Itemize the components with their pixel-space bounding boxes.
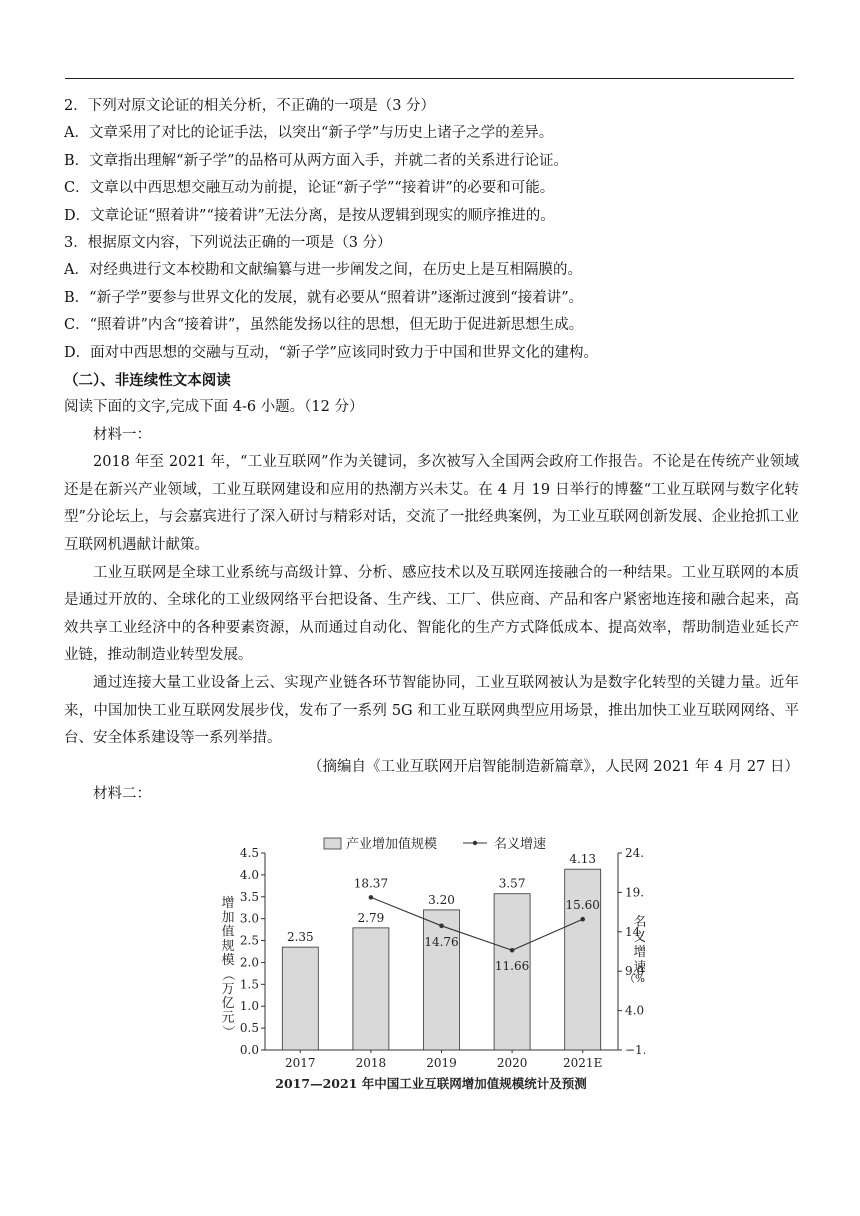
growth-point	[439, 924, 444, 929]
left-tick-label: 4.5	[239, 846, 259, 860]
growth-point	[369, 895, 374, 900]
bar-value-label: 3.20	[428, 892, 455, 907]
material-2-label: 材料二：	[93, 785, 151, 802]
left-tick-label: 2.5	[239, 933, 259, 948]
question-3: 3．根据原文内容，下列说法正确的一项是（3 分）	[64, 235, 392, 252]
x-tick-label: 2018	[355, 1056, 387, 1070]
growth-value-label: 14.76	[424, 934, 459, 949]
bar-value-label: 4.13	[569, 852, 597, 867]
bar-value-label: 2.35	[286, 930, 314, 945]
bar	[565, 869, 601, 1050]
material-1-paragraph-2: 工业互联网是全球工业系统与高级计算、分析、感应技术以及互联网连接融合的一种结果。工业互联网的本质是通过开放的、全球化的工业级网络平台把设备、生产线、工厂、供应商、产品和客户紧密地连接和融合起来，高效共享工业经济中的各种要素资源，从而通过自动化、智能化的生产方式降低成本、提高效率，帮助制造业延长产业链，推动制造业转型发展。	[64, 564, 799, 664]
x-tick-label: 2020	[496, 1056, 528, 1070]
legend-line-marker	[473, 841, 477, 845]
legend-bar-label: 产业增加值规模	[346, 837, 438, 852]
left-axis-label-char: 规	[221, 938, 235, 954]
bar-value-label: 2.79	[357, 910, 385, 925]
growth-point	[510, 948, 515, 953]
question-3-option-a: A．对经典进行文本校勘和文献编纂与进一步阐发之间，在历史上是互相隔膜的。	[64, 262, 582, 279]
question-2-option-a: A．文章采用了对比的论证手法，以突出“新子学”与历史上诸子之学的差异。	[64, 125, 554, 142]
material-1-paragraph-3: 通过连接大量工业设备上云、实现产业链各环节智能协同，工业互联网被认为是数字化转型的关键力量。近年来，中国加快工业互联网发展步伐，发布了一系列 5G 和工业互联网典型应用场景，推出加快工业互联网网络、平台、安全体系建设等一系列举措。	[64, 675, 799, 747]
left-tick-label: 1.5	[239, 977, 259, 992]
right-axis-label-char: 义	[633, 930, 645, 945]
growth-value-label: 15.60	[565, 898, 600, 913]
top-rule	[65, 78, 794, 79]
section-heading: （二）、非连续性文本阅读	[64, 372, 231, 390]
left-axis-label-char: 值	[221, 924, 235, 940]
right-axis-label-char: 名	[633, 915, 645, 930]
left-axis-label-char: 加	[221, 910, 235, 926]
growth-value-label: 18.37	[353, 876, 389, 891]
left-axis-label-char: 增	[221, 896, 235, 911]
bar-value-label: 3.57	[498, 876, 526, 891]
x-tick-label: 2017	[285, 1056, 316, 1070]
growth-value-label: 11.66	[494, 959, 530, 974]
source-citation: （摘编自《工业互联网开启智能制造新篇章》，人民网 2021 年 4 月 27 日）	[308, 758, 799, 775]
legend-line-label: 名义增速	[494, 837, 547, 852]
right-axis-label-char: 增	[633, 945, 645, 960]
left-axis-label-char: 亿	[221, 996, 235, 1012]
bar	[353, 928, 389, 1050]
left-tick-label: 4.0	[239, 867, 259, 882]
question-3-option-b: B．“新子学”要参与世界文化的发展，就有必要从“照着讲”逐渐过渡到“接着讲”。	[64, 289, 584, 306]
chart-title: 2017—2021 年中国工业互联网增加值规模统计及预测	[275, 1076, 587, 1091]
left-tick-label: 3.5	[239, 889, 259, 904]
left-tick-label: 3.0	[239, 911, 259, 926]
question-2: 2．下列对原文论证的相关分析，不正确的一项是（3 分）	[64, 98, 436, 114]
right-tick-label: 14.	[625, 924, 645, 939]
left-axis-label-char: 万	[221, 981, 235, 997]
legend-bar-swatch	[324, 838, 341, 849]
material-1-paragraph-1: 2018 年至 2021 年，“工业互联网”作为关键词，多次被写入全国两会政府工作报告。不论是在传统产业领域还是在新兴产业领域，工业互联网建设和应用的热潮方兴未艾。在 4 月 19 日举行的博鳌“工业互联网与数字化转型”分论坛上，与会嘉宾进行了深入研讨与精彩对话，交流了一批经典案例，为工业互联网创新发展、企业抢抓工业互联网机遇献计献策。	[64, 454, 799, 554]
x-tick-label: 2021E	[563, 1056, 603, 1070]
question-3-option-c: C．“照着讲”内含“接着讲”，虽然能发扬以往的思想，但无助于促进新思想生成。	[64, 317, 584, 334]
chart	[215, 828, 645, 1098]
growth-point	[580, 917, 585, 922]
right-tick-label: −1	[625, 1043, 643, 1057]
bar	[282, 947, 318, 1050]
right-tick-label: 19.	[625, 885, 645, 900]
right-axis-unit: （%	[624, 973, 645, 985]
left-axis-label-char: 模	[221, 953, 235, 969]
document-body	[64, 93, 799, 808]
right-axis-label-char: 速	[633, 960, 645, 975]
left-tick-label: 1.0	[239, 999, 259, 1014]
question-2-option-c: C．文章以中西思想交融互动为前提，论证“新子学”“接着讲”的必要和可能。	[64, 180, 555, 197]
left-tick-label: 0.0	[239, 1043, 259, 1057]
left-axis-label-char: （	[220, 967, 235, 982]
instructions: 阅读下面的文字,完成下面 4-6 小题。（12 分）	[64, 399, 364, 416]
question-3-option-d: D．面对中西思想的交融与互动，“新子学”应该同时致力于中国和世界文化的建构。	[64, 344, 598, 361]
left-axis-label	[220, 896, 235, 1038]
question-2-option-d: D．文章论证“照着讲”“接着讲”无法分离，是按从逻辑到现实的顺序推进的。	[64, 207, 555, 224]
bar	[424, 910, 460, 1050]
right-tick-label: 4.0	[625, 1003, 645, 1018]
question-2-option-b: B．文章指出理解“新子学”的品格可从两方面入手，并就二者的关系进行论证。	[64, 152, 568, 169]
material-1-label: 材料一：	[93, 426, 151, 443]
x-tick-label: 2019	[426, 1056, 457, 1070]
left-axis-label-char: ）	[220, 1025, 235, 1039]
chart-svg	[215, 828, 645, 1098]
left-tick-label: 0.5	[239, 1021, 259, 1036]
left-tick-label: 2.0	[239, 955, 259, 970]
growth-line	[371, 897, 583, 950]
chart-legend	[324, 836, 546, 852]
left-axis-label-char: 元	[221, 1010, 235, 1026]
right-tick-label: 24.	[625, 846, 645, 860]
right-tick-label: 9.0	[625, 964, 645, 979]
